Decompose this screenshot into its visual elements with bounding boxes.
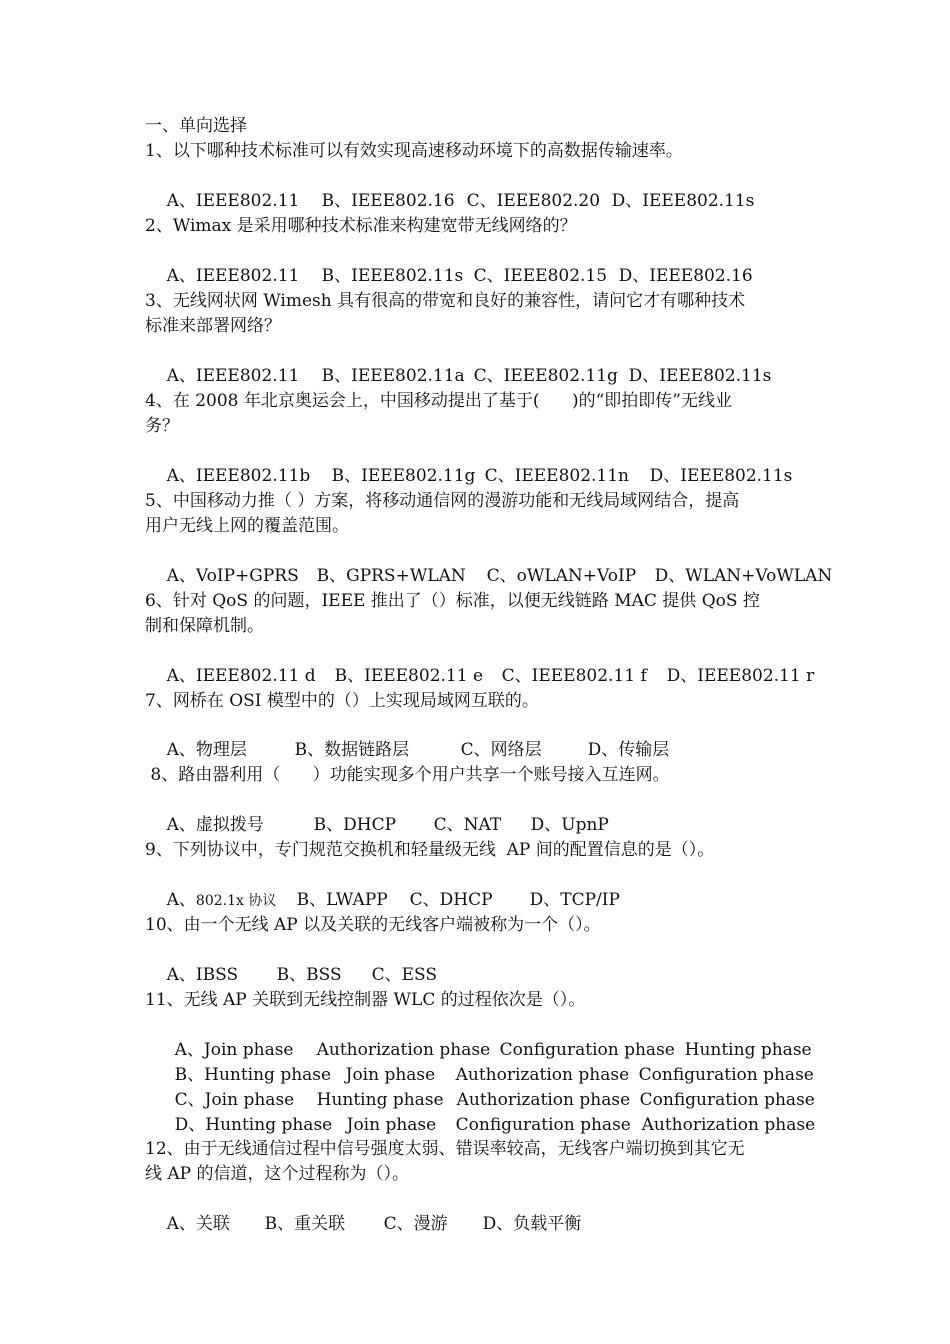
option-c: C、DHCP [409,890,493,910]
question-1-text: 1、以下哪种技术标准可以有效实现高速移动环境下的高数据传输速率。 [145,141,683,161]
option-b: B、IEEE802.16 [321,191,455,211]
option-c: C、IEEE802.11n [484,466,630,486]
option-c: C、IEEE802.15 [473,266,608,286]
option-b: B、IEEE802.11g [331,466,476,486]
cell: Configuration phase [455,1115,631,1135]
option-a-prefix: A、 [166,890,196,910]
cell: D、Hunting phase [174,1115,333,1135]
option-c: C、IEEE802.20 [466,191,601,211]
option-c: C、ESS [371,965,438,985]
option-d: D、IEEE802.11 r [666,666,815,686]
option-b: B、IEEE802.11a [321,366,465,386]
cell: Authorization phase [641,1115,816,1135]
question-5-line2: 用户无线上网的覆盖范围。 [145,516,349,536]
cell: Join phase [345,1065,436,1085]
cell: C、Join phase [174,1090,295,1110]
cell: Hunting phase [684,1040,812,1060]
option-c: C、IEEE802.11 f [501,666,647,686]
question-4-line2: 务？ [145,416,179,436]
option-b: B、IEEE802.11s [321,266,464,286]
question-12-line1: 12、由于无线通信过程中信号强度太弱、错误率较高，无线客户端切换到其它无 [145,1139,745,1159]
option-c: C、oWLAN+VoIP [486,566,637,586]
option-a-small-text: 802.1x 协议 [195,893,277,909]
cell: Configuration phase [639,1090,815,1110]
option-a: A、VoIP+GPRS [166,566,299,586]
option-c: C、NAT [433,815,502,835]
cell: A、Join phase [174,1040,294,1060]
option-d: D、负载平衡 [482,1214,582,1234]
question-7-text: 7、网桥在 OSI 模型中的（）上实现局域网互联的。 [145,691,539,711]
option-b: B、IEEE802.11 e [334,666,484,686]
option-d: D、TCP/IP [529,890,620,910]
cell: Authorization phase [316,1040,491,1060]
question-12-line2: 线 AP 的信道，这个过程称为（）。 [145,1164,410,1184]
option-a: A、IEEE802.11b [166,466,311,486]
option-c: C、漫游 [383,1214,448,1234]
question-3-line1: 3、无线网状网 Wimesh 具有很高的带宽和良好的兼容性，请问它才有哪种技术 [145,291,746,311]
option-a: A、物理层 [166,740,247,760]
option-c: C、网络层 [460,740,542,760]
cell: Configuration phase [638,1065,814,1085]
question-6-line1: 6、针对 QoS 的问题，IEEE 推出了（）标准，以便无线链路 MAC 提供 QoS 控 [145,591,760,611]
option-a: A、IBSS [166,965,239,985]
option-b: B、GPRS+WLAN [316,566,466,586]
section-title: 一、单向选择 [145,116,247,136]
option-c: C、IEEE802.11g [473,366,618,386]
question-9-text: 9、下列协议中，专门规范交换机和轻量级无线 AP 间的配置信息的是（）。 [145,840,715,860]
option-a [167,888,297,914]
cell: Join phase [346,1115,437,1135]
option-b: B、LWAPP [296,890,388,910]
cell: Authorization phase [456,1090,631,1110]
option-b: B、重关联 [264,1214,346,1234]
option-b: B、DHCP [313,815,397,835]
question-11-text: 11、无线 AP 关联到无线控制器 WLC 的过程依次是（）。 [145,990,586,1010]
option-b: B、数据链路层 [294,740,410,760]
option-a: A、IEEE802.11 [166,366,300,386]
question-3-line2: 标准来部署网络？ [145,316,281,336]
option-d: D、传输层 [587,740,670,760]
option-d: D、IEEE802.16 [618,266,753,286]
option-b: B、BSS [276,965,342,985]
cell: Configuration phase [499,1040,675,1060]
option-a: A、IEEE802.11 [166,191,300,211]
option-a: A、IEEE802.11 d [166,666,316,686]
option-d: D、IEEE802.11s [628,366,772,386]
option-d: D、IEEE802.11s [649,466,793,486]
question-4-line1: 4、在 2008 年北京奥运会上，中国移动提出了基于( )的“即拍即传”无线业 [145,391,732,411]
cell: B、Hunting phase [174,1065,332,1085]
option-d: D、UpnP [530,815,609,835]
cell: Authorization phase [455,1065,630,1085]
question-5-line1: 5、中国移动力推（ ）方案，将移动通信网的漫游功能和无线局域网结合，提高 [145,491,740,511]
option-d: D、IEEE802.11s [611,191,755,211]
option-d: D、WLAN+VoWLAN [654,566,833,586]
question-2-text: 2、Wimax 是采用哪种技术标准来构建宽带无线网络的？ [145,216,577,236]
cell: Hunting phase [316,1090,444,1110]
question-12-options [145,1187,581,1262]
option-a: A、虚拟拨号 [166,815,264,835]
question-6-line2: 制和保障机制。 [145,616,264,636]
option-a: A、关联 [166,1214,230,1234]
question-8-text: 8、路由器利用（ ）功能实现多个用户共享一个账号接入互连网。 [145,765,670,785]
question-10-text: 10、由一个无线 AP 以及关联的无线客户端被称为一个（）。 [145,915,601,935]
option-a: A、IEEE802.11 [166,266,300,286]
